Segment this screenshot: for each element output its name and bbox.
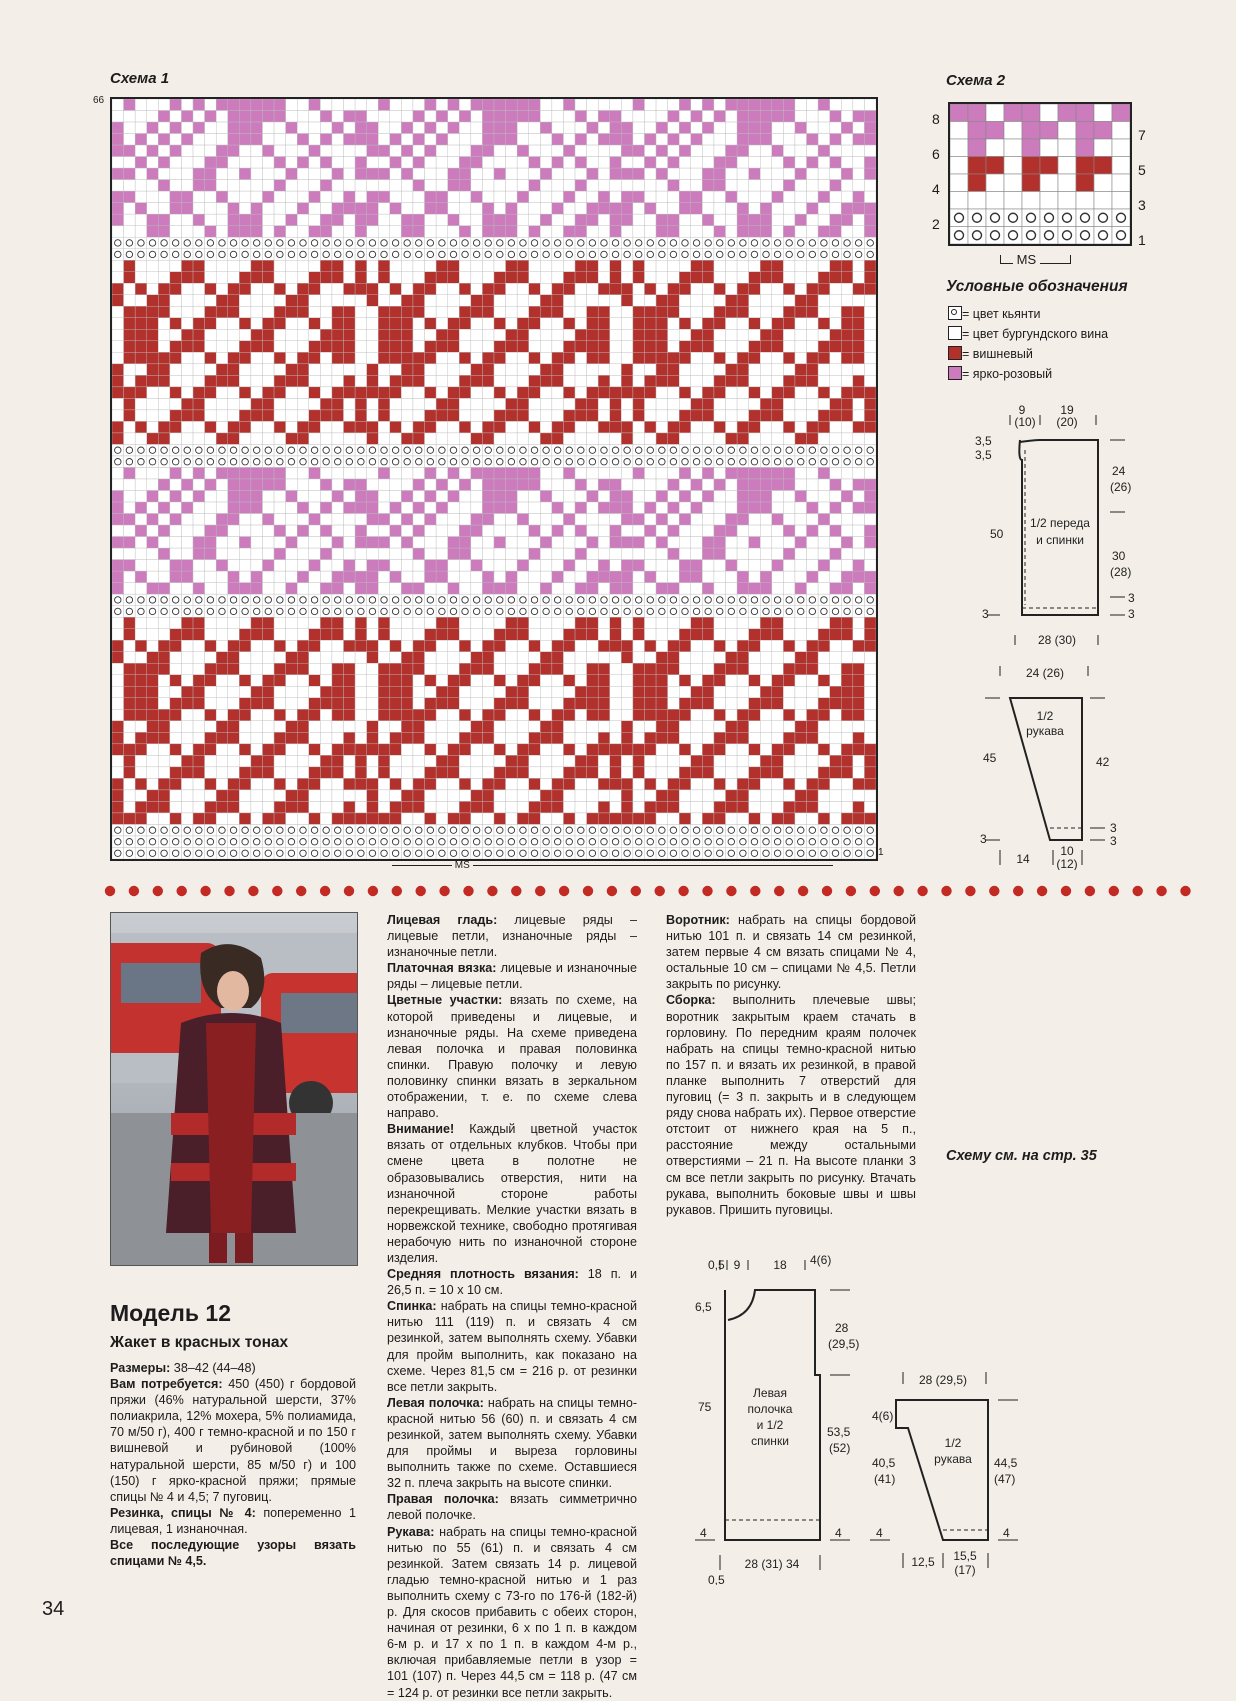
text-column-3 [666,912,916,1218]
scheme2-ms [1000,252,1071,267]
bb-left-a: 6,5 [695,1300,712,1314]
scheme2-ms-label: MS [1016,252,1037,267]
sleeves: Рукава: набрать на спицы темно-красной нитью по 55 (61) п. и связать 4 см резинкой. Затем связать 14 р. лицевой гладью темно-красной нитью и 1 раз выполнить схему с 73-го по 176-й (182-й) р. Для скосов прибавить с обеих сторон, начиная от резинки, 6 х по 1 п. в каждом 6-м р. и 17 х по 1 п. в каждом 4-м р., включая прибавляемые петли в узор = 101 (107) п. Через 44,5 см = 118 р. (47 см = 124 р. от резинки все петли закрыть. [387,1524,637,1700]
bb-right-a: 28 [835,1321,849,1335]
all-patterns: Все последующие узоры вязать спицами № 4,5. [110,1538,356,1569]
sb-l4: 4 [876,1526,883,1540]
see-page: Схему см. на стр. 35 [946,1148,1097,1164]
white-swatch-icon [948,326,962,340]
bs-r3a: 3 [1128,591,1135,605]
sb-left-a: 4(6) [872,1409,894,1423]
attention: Внимание! Каждый цветной участок вязать от отдельных клубков. Чтобы при смене цвета в полотне не образовывались отверстия, нити на изнаночной стороне работы перекрещивать. Мелкие участки вязать в норвежской технике, свободно протягивая нерабочую нить по изнаночной стороне изделия. [387,1122,637,1265]
bs-top-b2: (20) [1056,415,1078,429]
legend-title: Условные обозначения [946,278,1128,295]
bs-label2: и спинки [1036,533,1084,547]
ss-top: 24 (26) [1025,666,1065,680]
bs-top-a2: (10) [1014,415,1036,429]
sb-right2: (47) [994,1472,1016,1486]
sb-top: 28 (29,5) [918,1373,968,1387]
ss-l3: 3 [980,832,987,846]
legend-item-burgundy: = цвет бургундского вина [948,324,1108,344]
back: Спинка: набрать на спицы темно-красной нитью 111 (119) п. и связать 4 см резинкой, затем выполнять схему. Убавки для пройм выполнить, как показано на схеме. Через 81,5 см = 216 р. от резинки все петли закрыть. [387,1299,637,1394]
scheme1-pattern [112,99,876,859]
bb-label1: Левая [753,1386,787,1400]
rib: Резинка, спицы № 4: попеременно 1 лицевая, 1 изнаночная. [110,1505,356,1536]
bs-r3b: 3 [1128,607,1135,621]
bb-right-b2: (52) [829,1441,851,1455]
bb-label3: и 1/2 [756,1418,784,1432]
cherry-swatch-icon [948,346,962,360]
ss-left: 45 [983,751,997,765]
legend-item-chianti: = цвет кьянти [948,304,1108,324]
bs-right-b: 30 [1112,549,1126,563]
bb-right-b: 53,5 [827,1425,851,1439]
color-areas: Цветные участки: вязать по схеме, на которой приведены и лицевые, и изнаночные ряды. На схеме приведена левая полочка и правая половинка спинки. Правую полочку и левую половинку спинки вязать в зеркальном отображении, т. е. по схеме слева направо. [387,993,637,1121]
scheme1-ms [392,860,833,871]
sb-bottom-a: 12,5 [911,1555,935,1569]
sb-bottom-b: 15,5 [953,1549,977,1563]
bb-label2: полочка [747,1402,793,1416]
ss-label2: рукава [1026,724,1064,738]
body-diagram-big [690,1250,860,1585]
scheme1-row-top: 66 [93,95,105,106]
ss-bottom-a: 14 [1016,852,1030,866]
sb-bottom-b2: (17) [954,1563,976,1577]
scheme1-row-bottom: 1 [878,847,884,858]
bs-top-a: 9 [1018,403,1026,417]
pink-swatch-icon [948,366,962,380]
scheme2-row-7: 7 [1138,127,1146,143]
sb-left-b: 40,5 [872,1456,896,1470]
scheme2-title: Схема 2 [946,72,1006,89]
scheme2-row-8: 8 [932,111,940,127]
bb-height: 75 [698,1400,712,1414]
scheme2-pattern [950,104,1130,244]
text-column-1 [110,1360,356,1569]
right-front: Правая полочка: вязать симметрично левой полочке. [387,1492,637,1523]
face-stitch: Лицевая гладь: лицевые ряды – лицевые петли, изнаночные ряды – изнаночные петли. [387,913,637,960]
scheme2-rows-right [1138,118,1146,258]
density: Средняя плотность вязания: 18 п. и 26,5 п. = 10 х 10 см. [387,1267,637,1298]
bb-top-b: 9 [733,1258,741,1272]
bs-right-b2: (28) [1110,565,1132,579]
ss-r3b: 3 [1110,834,1117,848]
sleeve-diagram-small [970,660,1150,870]
page-number: 34 [42,1598,65,1620]
left-front: Левая полочка: набрать на спицы темно-красной нитью 56 (60) п. и связать 4 см резинкой, затем выполнять схему. Убавки для проймы и выреза горловины выполнить также по схеме. Оставшиеся 32 п. плеча закрыть на высоте спинки. [387,1395,638,1491]
sizes: Размеры: 38–42 (44–48) [110,1361,256,1375]
bs-right-a: 24 [1112,464,1126,478]
legend-item-pink: = ярко-розовый [948,364,1108,384]
dot-divider [104,884,1200,898]
garter-stitch: Платочная вязка: лицевые и изнаночные ряды – лицевые петли. [387,961,637,992]
bb-bottom-a: 0,5 [708,1573,725,1585]
bb-bottom-b: 28 (31) 34 [744,1557,800,1571]
bb-label4: спинки [751,1434,789,1448]
bs-left-b: 3,5 [975,448,992,462]
legend [948,304,1108,384]
scheme1-ms-label: MS [454,860,470,871]
sb-r4: 4 [1003,1526,1010,1540]
model-subtitle: Жакет в красных тонах [110,1334,289,1351]
bb-l4: 4 [700,1526,707,1540]
scheme2-row-4: 4 [932,181,940,197]
body-diagram-small [960,400,1150,650]
bs-right-a2: (26) [1110,480,1132,494]
scheme1-title: Схема 1 [110,70,170,87]
bs-l3: 3 [982,607,989,621]
sb-label1: 1/2 [944,1436,962,1450]
sb-left-b2: (41) [874,1472,896,1486]
assembly: Сборка: выполнить плечевые швы; воротник закрытым краем стачать в горловину. По передним краям полочек набрать на спицы темно-красной нитью по 157 п. и вязать их резинкой, в правой планке выполнить 7 отверстий для пуговиц (= 3 п. закрыть и в следующем ряду снова набрать их). Первое отверстие отстоит от нижнего края на 5 п., расстояние между остальными отверстиями – 21 п. На высоте планки 3 см все петли закрыть по рисунку. Втачать рукава, выполнить боковые швы и швы рукавов. Пришить пуговицы. [666,993,916,1217]
bb-right-a2: (29,5) [828,1337,860,1351]
bb-top-c: 18 [773,1258,787,1272]
collar: Воротник: набрать на спицы бордовой нитью 101 п. и связать 14 см резинкой, затем первые 4 см вязать спицами № 4, остальные 10 см – спицами № 4,5. Петли закрыть по рисунку. [666,913,916,992]
ss-r3a: 3 [1110,821,1117,835]
scheme2-row-1: 1 [1138,232,1146,248]
scheme2-grid [948,102,1132,246]
bs-bottom: 28 (30) [1037,633,1077,647]
scheme2-row-3: 3 [1138,197,1146,213]
scheme2-row-6: 6 [932,146,940,162]
ss-bottom-b: 10 [1060,844,1074,858]
bs-label1: 1/2 переда [1030,516,1090,530]
ss-bottom-b2: (12) [1056,857,1078,870]
circle-swatch-icon [948,306,962,320]
ss-right: 42 [1096,755,1110,769]
bb-r4: 4 [835,1526,842,1540]
legend-item-cherry: = вишневый [948,344,1108,364]
model-title: Модель 12 [110,1300,232,1326]
scheme2-row-5: 5 [1138,162,1146,178]
bs-left-a: 3,5 [975,434,992,448]
scheme1-grid [110,97,878,861]
bb-top-a: 0,5 [708,1258,725,1272]
sleeve-diagram-big [868,1370,1038,1585]
model-photo [110,912,358,1266]
materials: Вам потребуется: 450 (450) г бордовой пряжи (46% натуральной шерсти, 37% полиакрила, 12% мохера, 5% полиамида, 70 м/50 г), 400 г темно-красной и по 150 г вишневой и рубиновой (100% натуральной шерсти, 85 м/50 г) и 100 (150) г ярко-красной пряжи; прямые спицы № 4 и 4,5; 7 пуговиц. [110,1377,357,1504]
scheme2-row-2: 2 [932,216,940,232]
bs-top-b: 19 [1060,403,1074,417]
sb-right: 44,5 [994,1456,1018,1470]
ss-label1: 1/2 [1036,709,1054,723]
sb-label2: рукава [934,1452,972,1466]
bb-top-d: 4(6) [810,1253,832,1267]
scheme2-rows-left [932,102,940,242]
text-column-2 [387,912,637,1701]
bs-height: 50 [990,527,1004,541]
